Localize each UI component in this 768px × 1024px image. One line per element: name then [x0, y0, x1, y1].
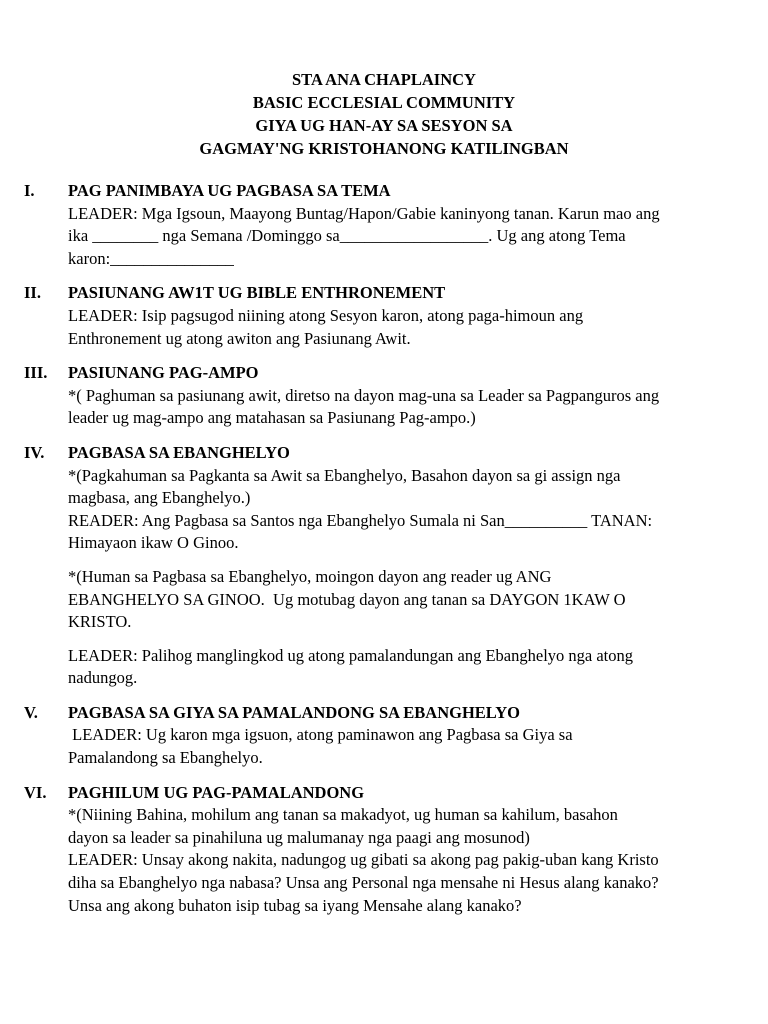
- header-line-1: STA ANA CHAPLAINCY: [292, 70, 476, 89]
- header-line-3: GIYA UG HAN-AY SA SESYON SA: [255, 116, 513, 135]
- text-line: Pamalandong sa Ebanghelyo.: [68, 748, 263, 768]
- section-content: [68, 282, 754, 350]
- section-title: PASIUNANG AW1T UG BIBLE ENTHRONEMENT: [68, 283, 446, 303]
- section-title: PAGBASA SA EBANGHELYO: [68, 442, 290, 462]
- text-line: diha sa Ebanghelyo nga nabasa? Unsa ang Personal nga mensahe ni Hesus alang kanako?: [68, 873, 659, 893]
- section-5: [24, 702, 754, 770]
- document-header: [0, 68, 768, 160]
- section-title: PAG PANIMBAYA UG PAGBASA SA TEMA: [68, 181, 391, 200]
- text-line: leader ug mag-ampo ang matahasan sa Pasiunang Pag-ampo.): [68, 408, 476, 428]
- text-line: LEADER: Mga Igsoun, Maayong Buntag/Hapon/Gabie kaninyong tanan. Karun mao ang: [68, 203, 660, 223]
- text-line: magbasa, ang Ebanghelyo.): [68, 488, 251, 508]
- section-6: [24, 782, 754, 918]
- text-line: LEADER: Unsay akong nakita, nadungog ug gibati sa akong pag pakig-uban kang Kristo: [68, 850, 659, 870]
- section-content: [68, 180, 754, 270]
- section-paragraph: [68, 804, 754, 917]
- section-number: III.: [24, 363, 48, 383]
- text-line: LEADER: Ug karon mga igsuon, atong paminawon ang Pagbasa sa Giya sa: [68, 725, 573, 745]
- header-line-2: BASIC ECCLESIAL COMMUNITY: [252, 93, 516, 112]
- section-paragraph: [68, 724, 754, 769]
- section-paragraph: [68, 305, 754, 350]
- text-line: ika ________ nga Semana /Dominggo sa__________________. Ug ang atong Tema: [68, 226, 626, 246]
- text-line: Himayaon ikaw O Ginoo.: [68, 533, 239, 553]
- section-content: [68, 442, 754, 690]
- text-line: dayon sa leader sa pinahiluna ug malumanay nga paagi ang mosunod): [68, 827, 530, 847]
- section-number: I.: [24, 181, 35, 200]
- section-content: [68, 782, 754, 918]
- section-content: [68, 362, 754, 430]
- text-line: nadungog.: [68, 668, 138, 688]
- section-3: [24, 362, 754, 430]
- section-number: VI.: [24, 782, 47, 802]
- text-line: READER: Ang Pagbasa sa Santos nga Ebanghelyo Sumala ni San__________ TANAN:: [68, 510, 653, 530]
- section-1: [24, 180, 754, 270]
- text-line: LEADER: Isip pagsugod niining atong Sesyon karon, atong paga-himoun ang: [68, 305, 584, 325]
- text-line: Enthronement ug atong awiton ang Pasiunang Awit.: [68, 328, 411, 348]
- section-paragraph: [68, 566, 754, 634]
- section-paragraph: [68, 385, 754, 430]
- text-line: Unsa ang akong buhaton isip tubag sa iyang Mensahe alang kanako?: [68, 895, 522, 915]
- text-line: karon:_______________: [68, 248, 234, 268]
- header-line-4: GAGMAY'NG KRISTOHANONG KATILINGBAN: [199, 139, 569, 158]
- section-paragraph: [68, 465, 754, 555]
- text-line: *( Paghuman sa pasiunang awit, diretso na dayon mag-una sa Leader sa Pagpanguros ang: [68, 385, 660, 405]
- section-title: PASIUNANG PAG-AMPO: [68, 363, 259, 383]
- section-title: PAGBASA SA GIYA SA PAMALANDONG SA EBANGHELYO: [68, 702, 521, 722]
- text-line: *(Pagkahuman sa Pagkanta sa Awit sa Ebanghelyo, Basahon dayon sa gi assign nga: [68, 465, 621, 485]
- section-4: [24, 442, 754, 690]
- text-line: *(Niining Bahina, mohilum ang tanan sa makadyot, ug human sa kahilum, basahon: [68, 805, 618, 825]
- section-list: [24, 180, 754, 929]
- section-paragraph: [68, 203, 754, 271]
- text-line: EBANGHELYO SA GINOO. Ug motubag dayon ang tanan sa DAYGON 1KAW O: [68, 589, 626, 609]
- text-line: KRISTO.: [68, 612, 132, 632]
- section-number: II.: [24, 283, 41, 303]
- section-paragraph: [68, 645, 754, 690]
- section-2: [24, 282, 754, 350]
- section-title: PAGHILUM UG PAG-PAMALANDONG: [68, 782, 365, 802]
- section-number: V.: [24, 702, 38, 722]
- section-number: IV.: [24, 442, 45, 462]
- text-line: *(Human sa Pagbasa sa Ebanghelyo, moingon dayon ang reader ug ANG: [68, 566, 552, 586]
- text-line: LEADER: Palihog manglingkod ug atong pamalandungan ang Ebanghelyo nga atong: [68, 645, 634, 665]
- section-content: [68, 702, 754, 770]
